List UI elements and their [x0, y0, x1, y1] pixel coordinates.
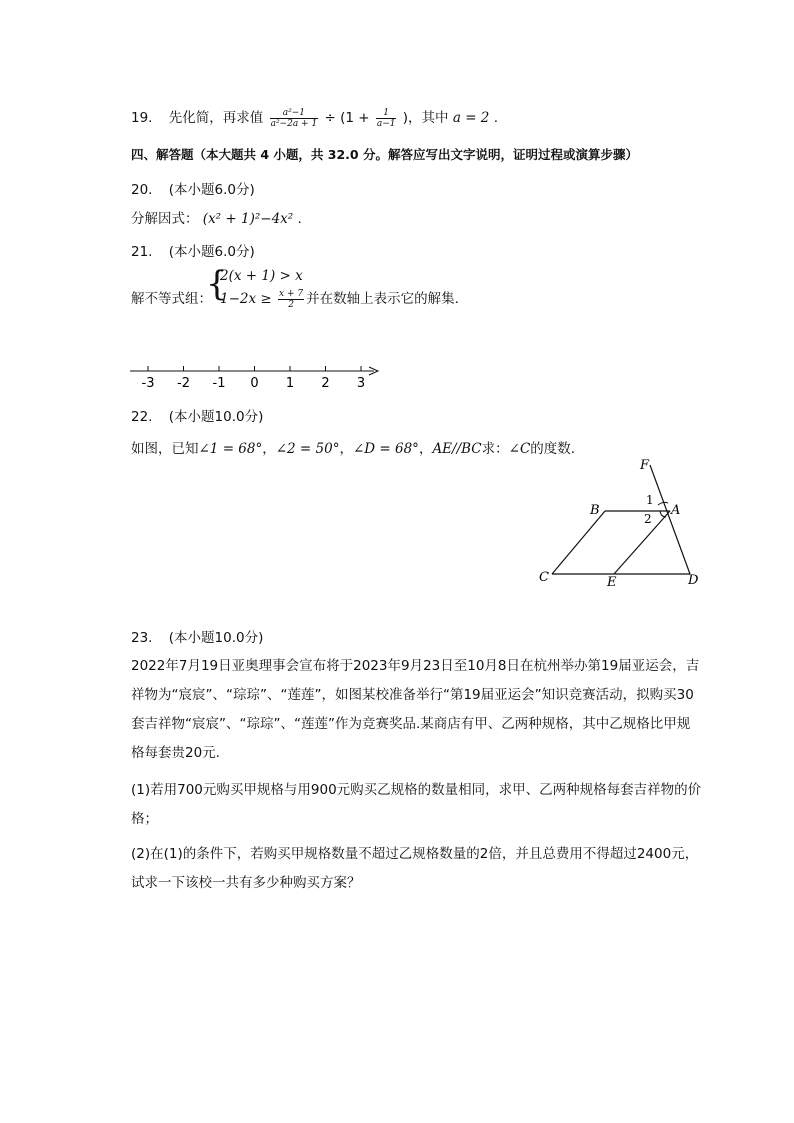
segment-BC [552, 511, 605, 574]
question-23-part-2: (2)在(1)的条件下，若购买甲规格数量不超过乙规格数量的2倍，并且总费用不得超过2400元，试求一下该校一共有多少种购买方案？ [131, 846, 699, 891]
label-2: 2 [644, 512, 652, 526]
segment-AE [614, 511, 670, 574]
section-heading: 四、解答题（本大题共 4 小题，共 32.0 分。解答应写出文字说明，证明过程或演算步骤） [131, 147, 638, 162]
fraction-denominator: a−1 [376, 118, 396, 129]
question-text: 先化简，再求值 [168, 110, 264, 126]
number-line-tick-label: 1 [285, 376, 295, 391]
score-label: (本小题10.0分) [168, 409, 264, 425]
question-number: 21. [131, 244, 153, 260]
question-22-header [131, 405, 263, 425]
question-number: 23. [131, 630, 153, 646]
segment-FD [650, 465, 690, 574]
fraction-expression [270, 108, 319, 129]
question-22-body [131, 437, 575, 457]
number-line-tick-label: 3 [356, 376, 366, 391]
system-brace: { [206, 264, 228, 304]
question-text: 求： [481, 441, 509, 457]
operator-text: ÷ (1 + [324, 110, 374, 126]
question-23-part-1: (1)若用700元购买甲规格与用900元购买乙规格的数量相同，求甲、乙两种规格每套吉祥物的价格； [131, 782, 702, 827]
angle-expression: ∠C [508, 441, 531, 457]
parallel-expression: AE//BC [432, 441, 482, 457]
punctuation: . [493, 110, 498, 126]
fraction-numerator: x + 7 [279, 288, 304, 299]
question-20-header [131, 178, 255, 198]
inequality-1: 2(x + 1) > x [220, 268, 303, 284]
question-text: )，其中 [402, 110, 449, 126]
number-line [126, 363, 386, 393]
question-21-header [131, 240, 255, 260]
punctuation: ， [339, 441, 353, 457]
angle-arc-1 [658, 502, 668, 505]
score-label: (本小题10.0分) [168, 630, 264, 646]
label-C: C [539, 570, 549, 585]
fraction-numerator: 1 [376, 108, 397, 119]
label-1: 1 [646, 493, 654, 507]
fraction-denominator: 2 [288, 299, 294, 310]
punctuation: ， [418, 441, 433, 457]
label-F: F [640, 458, 650, 473]
punctuation: . [297, 211, 302, 227]
question-21-prefix: 解不等式组： [131, 291, 212, 307]
label-A: A [671, 503, 681, 518]
label-E: E [607, 575, 617, 590]
number-line-tick-label: -2 [177, 376, 190, 391]
question-text: 的度数. [530, 441, 576, 457]
fraction-expression [278, 289, 304, 310]
question-number: 22. [131, 409, 153, 425]
fraction-denominator: a²−2a + 1 [270, 118, 318, 129]
question-23-header [131, 626, 263, 646]
label-D: D [688, 573, 699, 588]
number-line-tick-label: 2 [321, 376, 330, 391]
question-text: 并在数轴上表示它的解集. [306, 291, 459, 307]
question-number: 19. [131, 110, 153, 126]
angle-expression: ∠D = 68° [352, 441, 419, 457]
score-label: (本小题6.0分) [168, 182, 255, 198]
condition-expression: a = 2 [452, 110, 490, 126]
fraction-expression [376, 108, 397, 129]
question-20-body [131, 207, 302, 227]
math-expression: (x² + 1)²−4x² [202, 211, 294, 227]
number-line-tick-label: -3 [141, 376, 155, 391]
question-number: 20. [131, 182, 153, 198]
punctuation: ， [262, 441, 276, 457]
question-text: 分解因式： [131, 211, 199, 227]
fraction-numerator: a²−1 [270, 108, 319, 119]
question-23-paragraph: 2022年7月19日亚奥理事会宣布将于2023年9月23日至10月8日在杭州举办第19届亚运会，吉祥物为“宸宸”、“琮琮”、“莲莲”，如图某校准备举行“第19届亚运会”知识竞赛活动，拟购买30套吉祥物“宸宸”、“琮琮”、“莲莲”作为竞赛奖品.某商店有甲、乙两种规格，其中乙规格比甲规格每套贵20元. [131, 658, 700, 761]
score-label: (本小题6.0分) [168, 244, 255, 260]
geometry-figure [530, 455, 720, 595]
angle-expression: ∠2 = 50° [275, 441, 340, 457]
inequality-left: 1−2x ≥ [220, 291, 272, 307]
inequality-2 [220, 287, 459, 310]
number-line-tick-label: -1 [212, 376, 226, 391]
number-line-tick-label: 0 [250, 376, 259, 391]
question-text: 如图，已知 [131, 441, 199, 457]
angle-expression: ∠1 = 68° [198, 441, 263, 457]
question-19 [131, 106, 498, 129]
label-B: B [590, 503, 600, 518]
